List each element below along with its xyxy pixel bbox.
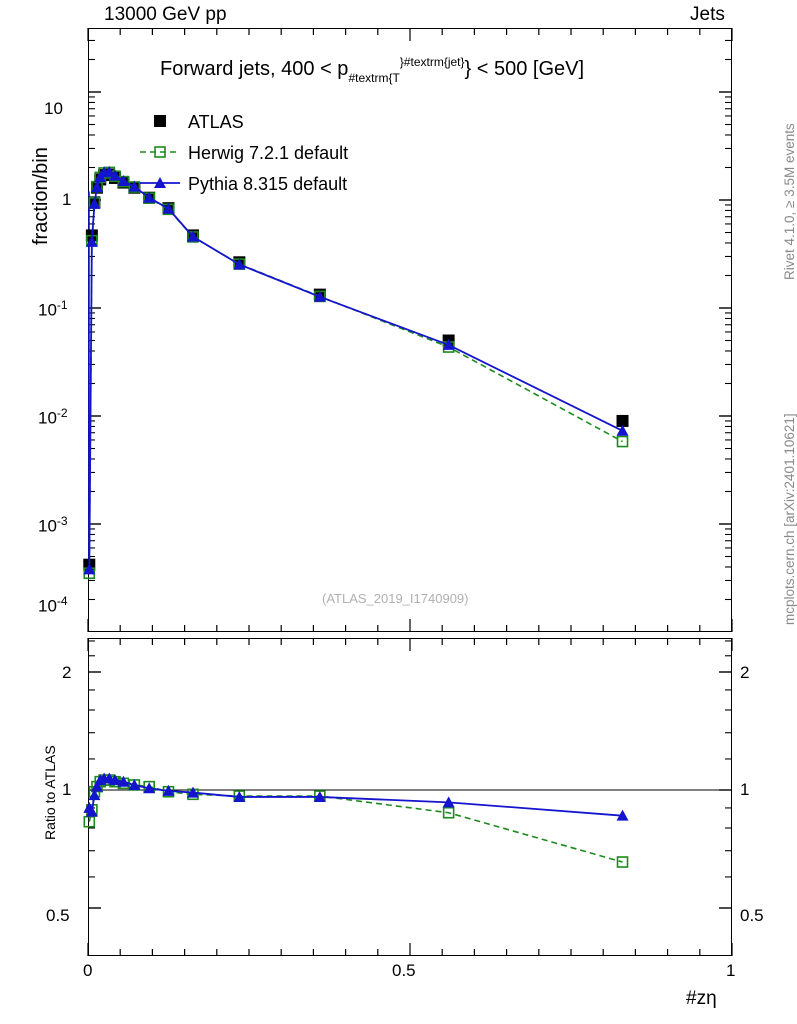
xlabel: #zη	[686, 988, 717, 1009]
ratio-series-group	[83, 772, 628, 867]
header-left: 13000 GeV pp	[104, 4, 227, 25]
ratio-ylabel: Ratio to ATLAS	[42, 745, 58, 840]
main-ytick-10: 10	[44, 99, 63, 118]
ratio-ytick-05-right: 0.5	[740, 906, 764, 925]
watermark-text: (ATLAS_2019_I1740909)	[322, 591, 469, 606]
legend-label-1: Herwig 7.2.1 default	[188, 143, 349, 163]
ratio-ytick-1-right: 1	[740, 780, 750, 799]
xtick-05: 0.5	[392, 961, 416, 980]
legend-label-2: Pythia 8.315 default	[188, 174, 348, 194]
ratio-axis-ticks	[88, 638, 732, 956]
ratio-ytick-1-left: 1	[62, 780, 72, 799]
header-right: Jets	[690, 4, 725, 25]
right-margin-middle-label: mcplots.cern.ch [arXiv:2401.10621]	[782, 413, 797, 625]
ratio-ytick-05-left: 0.5	[46, 906, 70, 925]
ratio-ytick-2-right: 2	[740, 663, 750, 682]
main-series-group	[83, 166, 628, 578]
main-title-sub: #textrm{T	[348, 71, 400, 85]
main-ytick-1e-4: $10^{-4}$	[38, 594, 68, 616]
main-title-tail: } < 500 [GeV]	[464, 58, 585, 80]
main-title-part1: Forward jets, 400 < p	[160, 58, 349, 80]
main-title-sup: }#textrm{jet}	[399, 55, 465, 69]
main-ytick-1e-3: $10^{-3}$	[38, 514, 68, 536]
legend-marks-group	[140, 115, 180, 188]
main-ylabel: fraction/bin	[30, 147, 52, 245]
main-ytick-1: 1	[62, 190, 72, 209]
main-ytick-1e-1: $10^{-1}$	[38, 298, 68, 320]
legend-label-0: ATLAS	[188, 112, 244, 132]
xtick-1: 1	[726, 961, 736, 980]
xtick-0: 0	[83, 961, 93, 980]
ratio-ytick-2-left: 2	[62, 663, 72, 682]
main-ytick-1e-2: $10^{-2}$	[38, 406, 68, 428]
right-margin-top-label: Rivet 4.1.0, ≥ 3.5M events	[782, 123, 797, 280]
